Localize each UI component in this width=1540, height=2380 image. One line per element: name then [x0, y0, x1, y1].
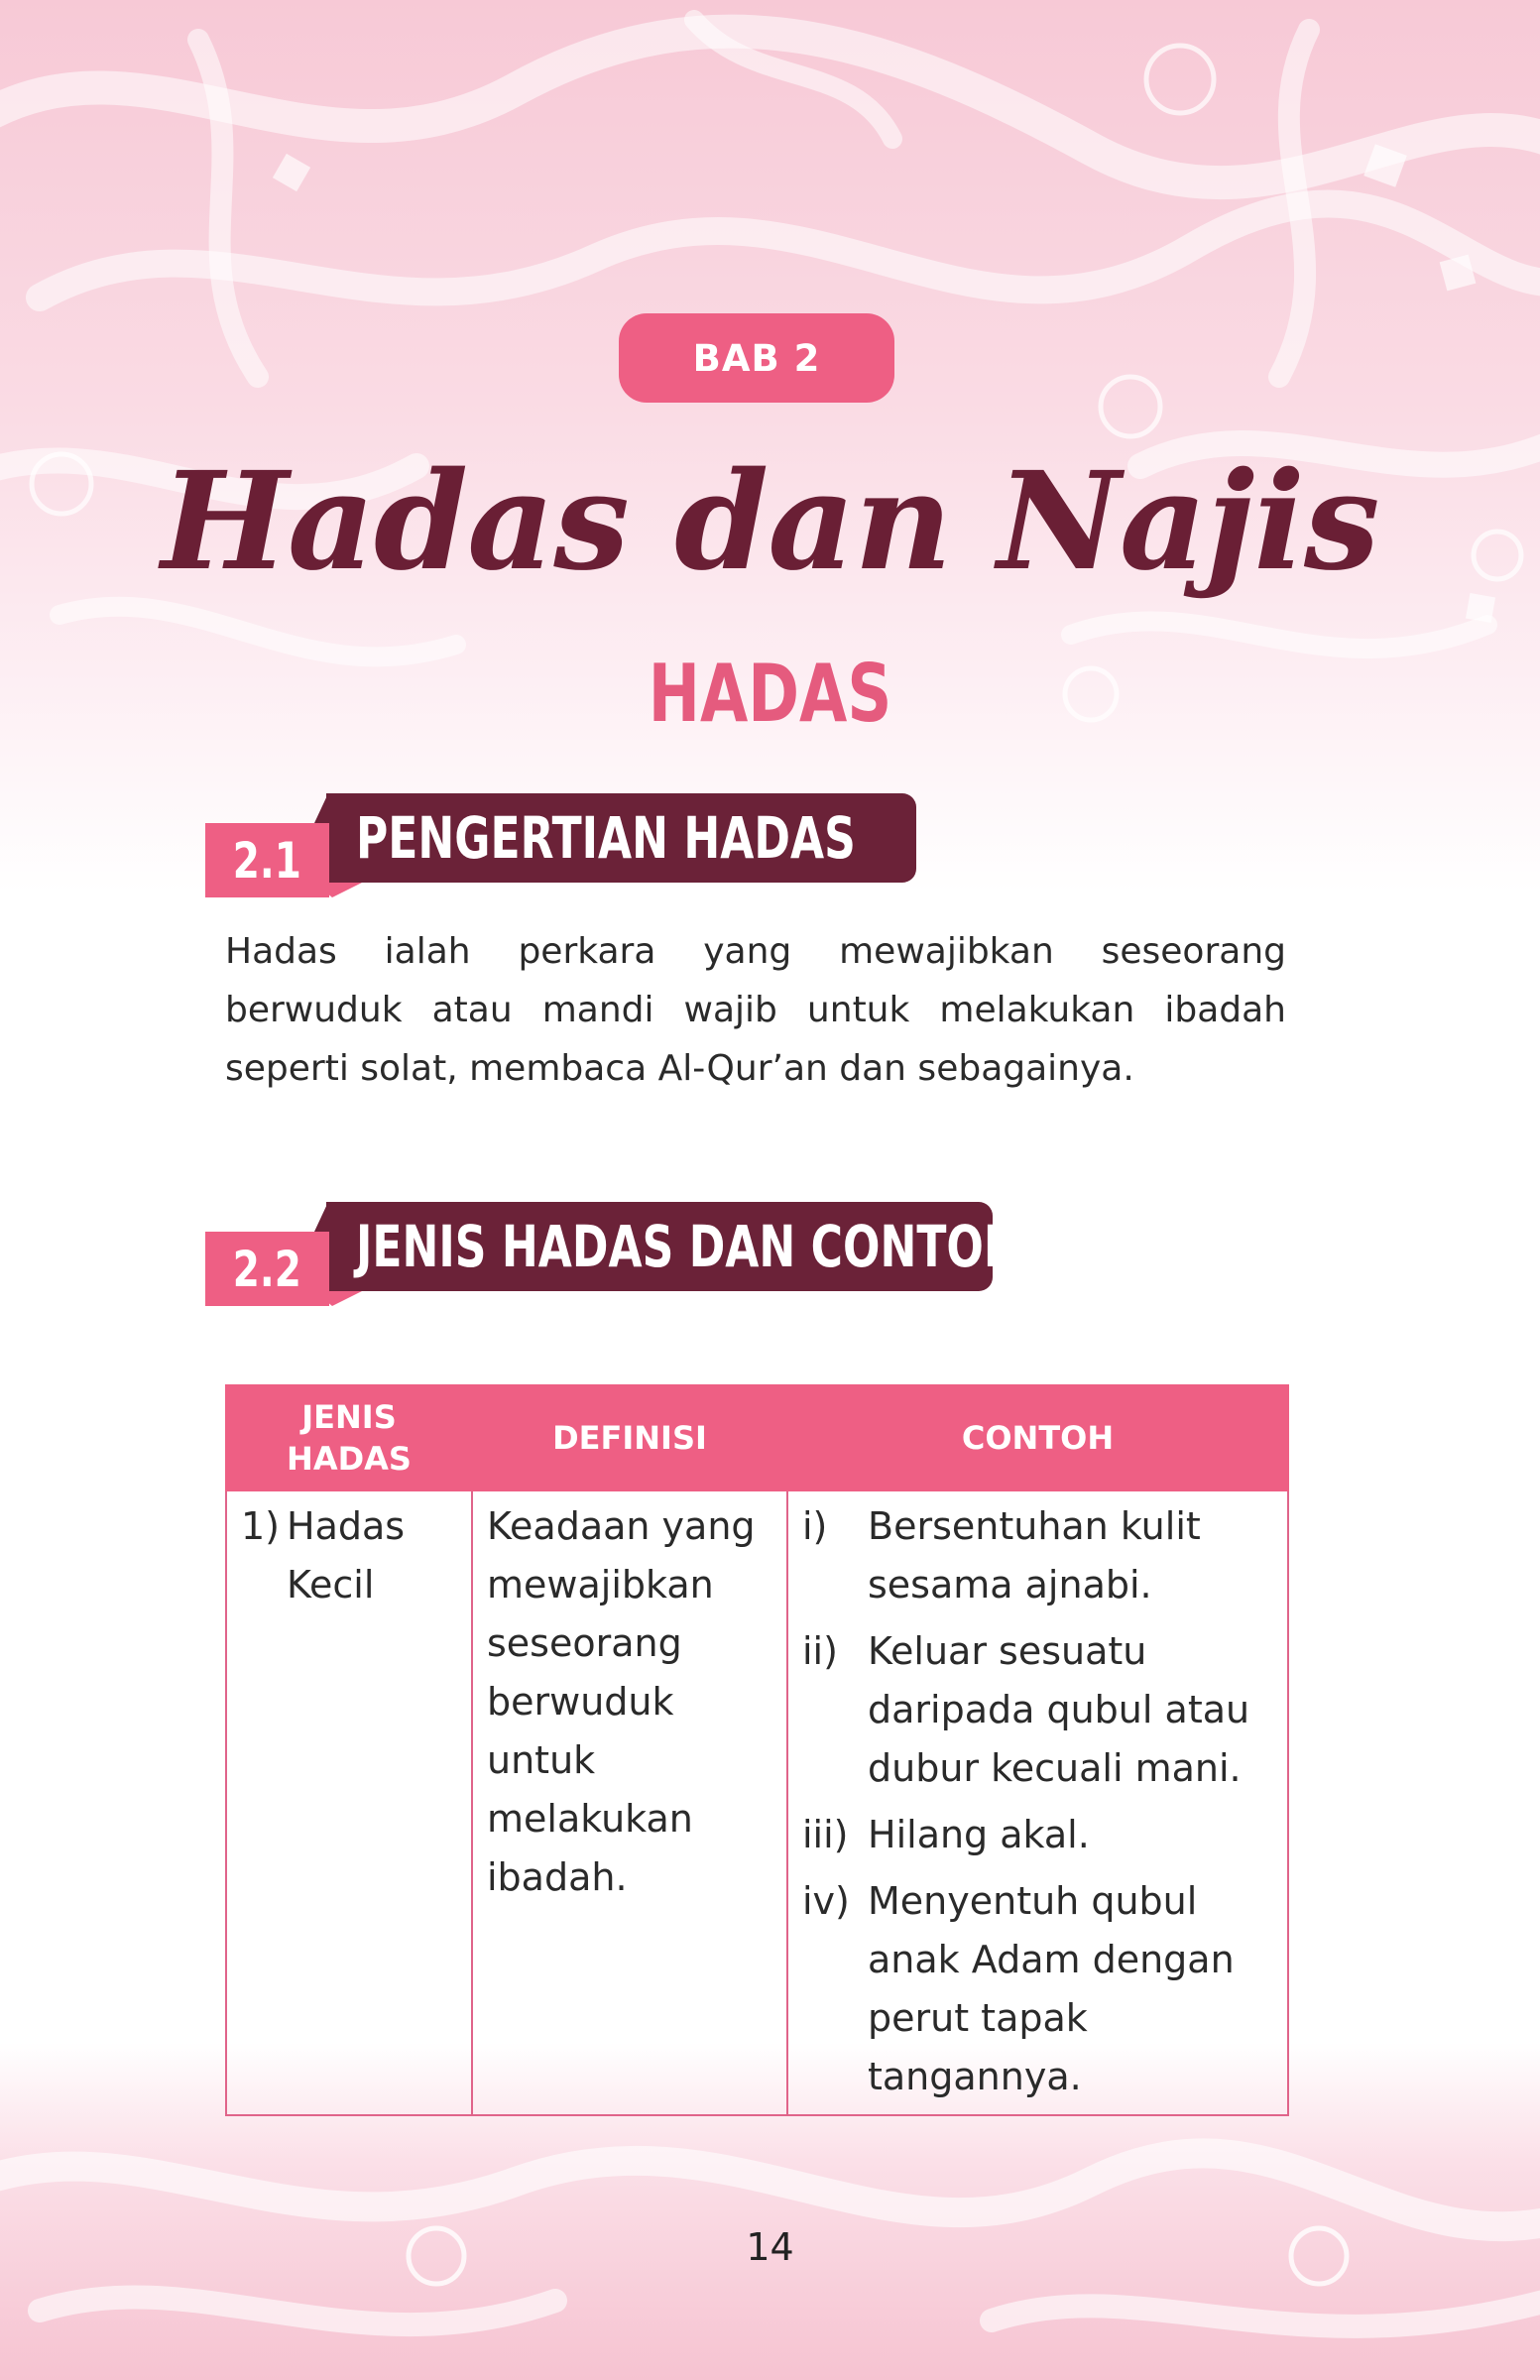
section-title-box	[326, 793, 916, 883]
list-text: Keluar sesuatu daripada qubul atau dubur kecuali mani.	[868, 1629, 1250, 1790]
list-item	[802, 1497, 1273, 1614]
section-number-box	[205, 1232, 329, 1306]
section-heading-2-1	[205, 793, 899, 902]
section-number-box	[205, 823, 329, 897]
header-definisi: DEFINISI	[472, 1385, 787, 1490]
chapter-badge: BAB 2	[619, 313, 894, 403]
header-contoh: CONTOH	[787, 1385, 1288, 1490]
ribbon-tail	[314, 1291, 362, 1306]
chapter-subtitle: HADAS	[648, 648, 892, 740]
list-item	[802, 1622, 1273, 1798]
chapter-title: Hadas dan Najis	[161, 442, 1379, 601]
section-number: 2.1	[232, 831, 302, 890]
list-marker: ii)	[802, 1629, 838, 1673]
page-number: 14	[746, 2225, 794, 2269]
table-row	[226, 1490, 1288, 2115]
section-title: JENIS HADAS DAN CONTOHNYA	[356, 1213, 1119, 1280]
header-jenis-line2: HADAS	[287, 1440, 412, 1478]
section-body-text: Hadas ialah perkara yang mewajibkan seseorang berwuduk atau mandi wajib untuk melakukan ibadah seperti solat, membaca Al-Qur’an dan sebagainya.	[225, 931, 1286, 1089]
list-text: Menyentuh qubul anak Adam dengan perut tapak tangannya.	[868, 1879, 1235, 2098]
list-text: Bersentuhan kulit sesama ajnabi.	[868, 1504, 1201, 1606]
list-text: Hilang akal.	[868, 1813, 1090, 1856]
jenis-hadas-text: Hadas Kecil	[287, 1504, 406, 1606]
section-title: PENGERTIAN HADAS	[356, 804, 856, 872]
section-title-box	[326, 1202, 1119, 1291]
table-header-row	[226, 1385, 1288, 1490]
section-heading-2-2	[205, 1202, 1119, 1311]
list-marker: iv)	[802, 1879, 850, 1923]
list-marker: i)	[802, 1504, 828, 1548]
header-jenis-line1: JENIS	[301, 1398, 397, 1436]
cell-contoh	[787, 1490, 1288, 2115]
section-number: 2.2	[232, 1240, 302, 1298]
cell-jenis	[226, 1490, 472, 2115]
list-item	[802, 1806, 1273, 1864]
header-jenis-hadas	[226, 1385, 472, 1490]
row-number: 1)	[241, 1504, 281, 1548]
list-item	[802, 1872, 1273, 2106]
ribbon-tail	[314, 883, 362, 897]
list-marker: iii)	[802, 1813, 849, 1856]
hadas-table	[225, 1384, 1289, 2116]
cell-definisi	[472, 1490, 787, 2115]
definisi-text: Keadaan yang mewajibkan seseorang berwuduk untuk melakukan ibadah.	[487, 1504, 756, 1899]
